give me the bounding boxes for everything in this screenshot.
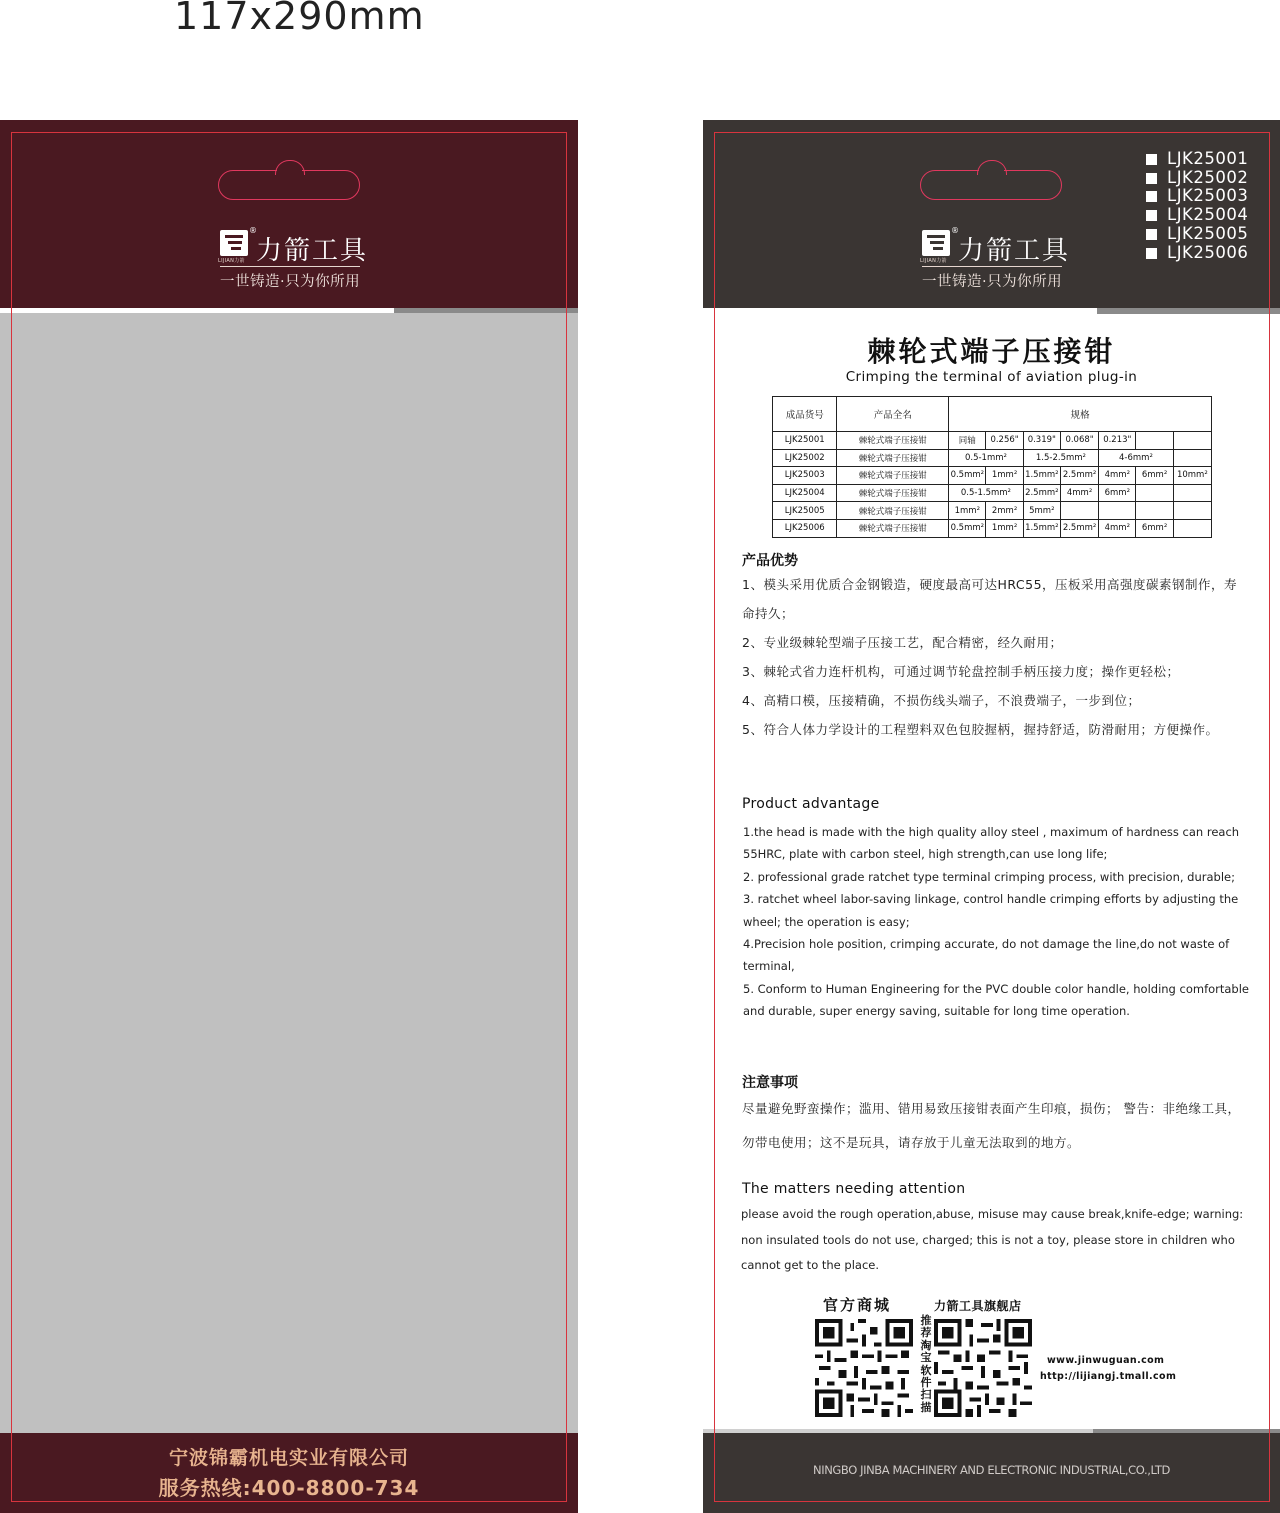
table-cell: LJK25005 — [773, 502, 837, 520]
advantage-en-title: Product advantage — [742, 796, 880, 812]
advantage-cn-title: 产品优势 — [742, 553, 798, 569]
table-cell: 0.256" — [986, 432, 1023, 450]
hang-hole — [920, 170, 1062, 200]
brand-name: 力箭工具 — [256, 236, 369, 266]
notice-en-text: please avoid the rough operation,abuse, misuse may cause break,knife-edge; warning: non insulated tools do not use, charged; this is not a toy, please store in children who cannot get to the place. — [741, 1207, 1244, 1272]
table-row — [773, 449, 1212, 467]
table-row — [773, 502, 1212, 520]
model-item: LJK25005 — [1146, 225, 1248, 244]
model-checklist — [1146, 150, 1248, 262]
table-row — [773, 484, 1212, 502]
table-cell: LJK25004 — [773, 484, 837, 502]
brand-mark-sub: LIJIAN力箭 — [920, 258, 947, 264]
hang-hole — [218, 170, 360, 200]
advantage-cn-list — [742, 570, 1250, 744]
table-header-cell: 产品全名 — [837, 397, 949, 432]
table-cell — [1173, 484, 1211, 502]
product-title-en: Crimping the terminal of aviation plug-in — [845, 369, 1138, 385]
table-cell — [1173, 432, 1211, 450]
table-cell: 6mm² — [1136, 519, 1173, 537]
logo-divider — [220, 266, 360, 267]
table-cell: 6mm² — [1136, 467, 1173, 485]
table-cell — [1173, 502, 1211, 520]
advantage-en-item: 5. Conform to Human Engineering for the PVC double color handle, holding comfortable and durable, super energy saving, suitable for long time operation. — [743, 981, 1250, 1019]
table-cell: 1.5mm² — [1023, 519, 1060, 537]
table-cell: 1.5-2.5mm² — [1023, 449, 1099, 467]
table-header-cell: 成品货号 — [773, 397, 837, 432]
table-cell: 2mm² — [986, 502, 1023, 520]
table-cell: 同轴 — [949, 432, 986, 450]
table-row — [773, 467, 1212, 485]
registered-icon: ® — [951, 226, 959, 235]
company-name: 宁波锦霸机电实业有限公司 — [168, 1447, 409, 1469]
brand-logo — [920, 226, 1102, 300]
table-cell — [1173, 449, 1211, 467]
front-panel — [0, 120, 578, 1513]
advantage-cn-item: 1、模头采用优质合金钢锻造，硬度最高可达HRC55，压板采用高强度碳素钢制作，寿命持久； — [742, 577, 1238, 621]
notice-cn-text: 尽量避免野蛮操作；滥用、错用易致压接钳表面产生印痕，损伤； 警告：非绝缘工具，勿带电使用；这不是玩具，请存放于儿童无法取到的地方。 — [742, 1101, 1241, 1150]
table-cell: LJK25006 — [773, 519, 837, 537]
table-cell: 1mm² — [986, 519, 1023, 537]
model-item: LJK25002 — [1146, 169, 1248, 188]
back-stripe-light — [703, 308, 1097, 314]
product-title-cn: 棘轮式端子压接钳 — [867, 335, 1116, 368]
tmall-url[interactable]: http://lijiangj.tmall.com — [1040, 1371, 1177, 1382]
table-row — [773, 432, 1212, 450]
table-cell — [1136, 502, 1173, 520]
qr-code-flagship-icon[interactable] — [934, 1318, 1032, 1418]
table-cell: 0.5mm² — [949, 519, 986, 537]
advantage-cn-item: 4、高精口模，压接精确，不损伤线头端子，不浪费端子，一步到位； — [742, 693, 1141, 708]
company-name-en: NINGBO JINBA MACHINERY AND ELECTRONIC INDUSTRIAL,CO.,LTD — [813, 1463, 1170, 1477]
table-cell: 0.319" — [1023, 432, 1060, 450]
notice-en-title: The matters needing attention — [742, 1181, 966, 1197]
brand-logo — [218, 226, 400, 300]
brand-mark-icon — [922, 230, 950, 256]
table-cell: 棘轮式端子压接钳 — [837, 502, 949, 520]
advantage-cn-item: 3、棘轮式省力连杆机构，可通过调节轮盘控制手柄压接力度；操作更轻松； — [742, 664, 1180, 679]
notice-cn-title: 注意事项 — [742, 1075, 798, 1091]
service-hotline: 服务热线:400-8800-734 — [158, 1476, 420, 1500]
advantage-cn-item: 2、专业级棘轮型端子压接工艺，配合精密，经久耐用； — [742, 635, 1063, 650]
registered-icon: ® — [249, 226, 257, 235]
table-cell: 0.5-1.5mm² — [949, 484, 1024, 502]
advantage-en-list — [743, 821, 1251, 1023]
model-item: LJK25003 — [1146, 187, 1248, 206]
brand-mark-sub: LIJIAN力箭 — [218, 258, 245, 264]
table-cell: 4-6mm² — [1099, 449, 1174, 467]
table-cell: LJK25002 — [773, 449, 837, 467]
website-url[interactable]: www.jinwuguan.com — [1047, 1355, 1165, 1366]
table-cell: 10mm² — [1173, 467, 1211, 485]
model-item: LJK25006 — [1146, 244, 1248, 263]
table-cell: 棘轮式端子压接钳 — [837, 432, 949, 450]
spec-table — [772, 396, 1212, 538]
table-cell: 0.068" — [1060, 432, 1098, 450]
qr-vertical-label: 推荐淘宝软件扫描 — [920, 1314, 932, 1414]
brand-mark-icon — [220, 230, 248, 256]
table-cell: 2.5mm² — [1023, 484, 1060, 502]
model-item: LJK25004 — [1146, 206, 1248, 225]
table-cell — [1136, 432, 1173, 450]
front-company-block — [0, 1443, 578, 1501]
qr-label-official-store: 官方商城 — [823, 1296, 892, 1314]
advantage-cn-item: 5、符合人体力学设计的工程塑料双色包胶握柄，握持舒适，防滑耐用；方便操作。 — [742, 722, 1219, 737]
table-cell — [1099, 502, 1136, 520]
advantage-en-item: 1.the head is made with the high quality alloy steel , maximum of hardness can reach 55HRC, plate with carbon steel, high strength,can use long life; — [743, 825, 1240, 862]
table-cell: 6mm² — [1099, 484, 1136, 502]
table-cell: 棘轮式端子压接钳 — [837, 449, 949, 467]
table-cell: LJK25003 — [773, 467, 837, 485]
table-cell: 2.5mm² — [1060, 467, 1098, 485]
table-cell: 2.5mm² — [1060, 519, 1098, 537]
advantage-en-item: 3. ratchet wheel labor-saving linkage, control handle crimping efforts by adjusting the wheel; the operation is easy; — [743, 892, 1239, 929]
table-cell: 棘轮式端子压接钳 — [837, 519, 949, 537]
back-panel — [703, 120, 1280, 1513]
table-row — [773, 519, 1212, 537]
table-cell: 4mm² — [1060, 484, 1098, 502]
table-cell: 5mm² — [1023, 502, 1060, 520]
table-cell: LJK25001 — [773, 432, 837, 450]
table-cell: 棘轮式端子压接钳 — [837, 467, 949, 485]
product-window — [0, 308, 578, 1433]
advantage-en-item: 4.Precision hole position, crimping accurate, do not damage the line,do not waste of terminal, — [743, 937, 1230, 974]
table-header-cell: 规格 — [949, 397, 1212, 432]
table-cell: 1mm² — [986, 467, 1023, 485]
table-cell: 1mm² — [949, 502, 986, 520]
brand-slogan: 一世铸造·只为你所用 — [220, 274, 361, 290]
table-cell: 4mm² — [1099, 467, 1136, 485]
table-cell — [1136, 484, 1173, 502]
table-cell: 4mm² — [1099, 519, 1136, 537]
back-stripe-dark — [1097, 308, 1280, 314]
table-cell: 棘轮式端子压接钳 — [837, 484, 949, 502]
brand-name: 力箭工具 — [958, 236, 1071, 266]
table-cell — [1060, 502, 1098, 520]
table-cell: 1.5mm² — [1023, 467, 1060, 485]
advantage-en-item: 2. professional grade ratchet type terminal crimping process, with precision, durable; — [743, 869, 1235, 884]
front-stripe-dark — [394, 308, 578, 313]
dimension-label: 117x290mm — [174, 0, 425, 38]
logo-divider — [922, 266, 1062, 267]
table-cell: 0.5-1mm² — [949, 449, 1024, 467]
table-header-row — [773, 397, 1212, 432]
front-stripe-light — [0, 308, 394, 313]
table-cell — [1173, 519, 1211, 537]
model-item: LJK25001 — [1146, 150, 1248, 169]
table-cell: 0.5mm² — [949, 467, 986, 485]
qr-code-official-icon[interactable] — [815, 1318, 913, 1418]
brand-slogan: 一世铸造·只为你所用 — [922, 274, 1063, 290]
table-cell: 0.213" — [1099, 432, 1136, 450]
qr-label-flagship-store: 力箭工具旗舰店 — [934, 1299, 1022, 1313]
